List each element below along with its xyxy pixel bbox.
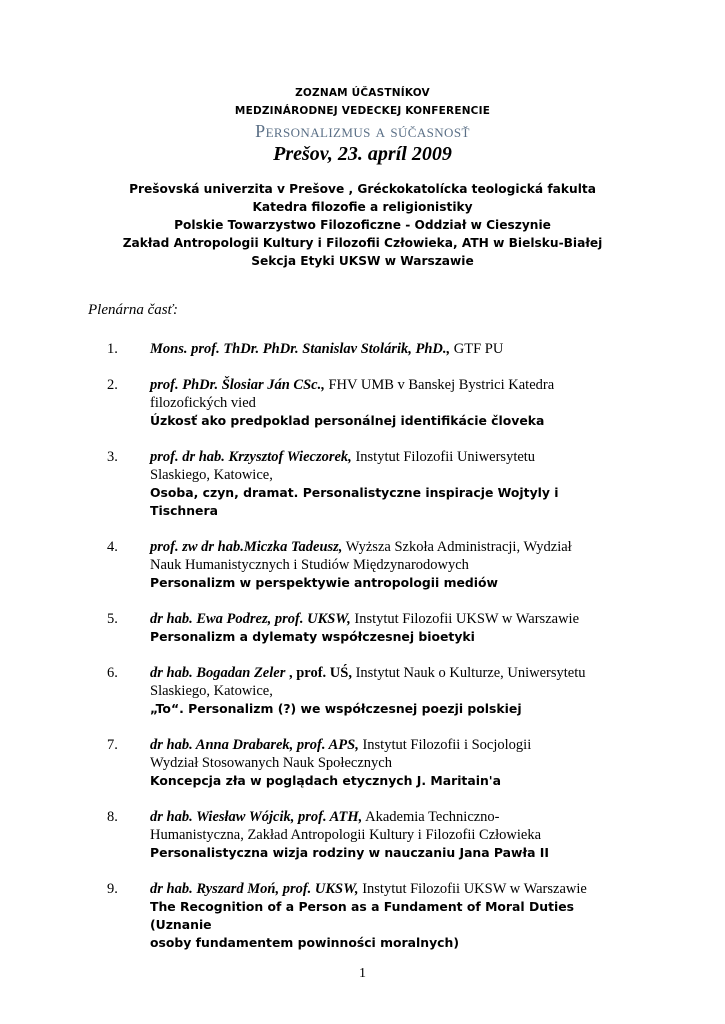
participant-name: dr hab. Ewa Podrez, prof. UKSW, (150, 611, 351, 627)
participant-name: prof. zw dr hab.Miczka Tadeusz, (150, 539, 343, 555)
talk-title: The Recognition of a Person as a Fundament of Moral Duties (Uznanie (150, 899, 575, 932)
item-number: 9. (107, 881, 118, 897)
conference-title: Personalizmus a súčasnosť (255, 121, 470, 141)
participant-item (0, 610, 725, 646)
participant-item (0, 448, 725, 520)
organizer-line: Zakład Antropologii Kultury i Filozofii Człowieka, ATH w Bielsku-Białej (122, 236, 603, 250)
header-line-1: ZOZNAM ÚČASTNÍKOV (295, 87, 430, 99)
participant-item (0, 736, 725, 790)
item-number: 6. (107, 665, 118, 681)
talk-title: Úzkosť ako predpoklad personálnej identifikácie človeka (150, 413, 545, 428)
talk-title: Koncepcja zła w poglądach etycznych J. Maritain'a (150, 773, 501, 788)
participant-affiliation: Instytut Filozofii UKSW w Warszawie (350, 611, 580, 627)
item-number: 7. (107, 737, 118, 753)
talk-title-cont: osoby fundamentem powinności moralnych) (150, 935, 459, 950)
header-line-2: MEDZINÁRODNEJ VEDECKEJ KONFERENCIE (234, 105, 491, 117)
participant-affiliation: GTF PU (450, 341, 504, 357)
participant-name: prof. PhDr. Šlosiar Ján CSc., (150, 377, 325, 393)
item-number: 5. (107, 611, 118, 627)
organizer-line: Katedra filozofie a religionistiky (252, 200, 473, 214)
participant-name: prof. dr hab. Krzysztof Wieczorek, (150, 449, 352, 465)
item-number: 4. (107, 539, 118, 555)
participant-item (0, 538, 725, 592)
talk-title: Personalistyczna wizja rodziny w nauczaniu Jana Pawła II (150, 845, 549, 860)
participant-name: dr hab. Anna Drabarek, prof. APS, (150, 737, 359, 753)
participant-affiliation: Wyższa Szkoła Administracji, Wydział (342, 539, 572, 555)
participant-item (0, 376, 725, 430)
section-title: Plenárna časť: (88, 302, 179, 318)
document-header (0, 84, 725, 166)
participant-affiliation: Instytut Nauk o Kulturze, Uniwersytetu (351, 665, 586, 681)
talk-title: „To“. Personalizm (?) we współczesnej poezji polskiej (150, 701, 522, 716)
participant-name: Mons. prof. ThDr. PhDr. Stanislav Stolárik, PhD., (150, 341, 451, 357)
participant-affiliation: Instytut Filozofii i Socjologii (358, 737, 532, 753)
participant-affiliation-cont: Slaskiego, Katowice, (150, 467, 273, 483)
participant-item (0, 808, 725, 862)
talk-title: Personalizm w perspektywie antropologii mediów (150, 575, 498, 590)
participant-affiliation-cont: filozofických vied (150, 395, 256, 411)
participant-item (0, 340, 725, 358)
participant-affiliation-cont: Wydział Stosowanych Nauk Społecznych (150, 755, 392, 771)
participant-affiliation-cont: Slaskiego, Katowice, (150, 683, 273, 699)
participant-list (0, 340, 725, 970)
talk-title: Personalizm a dylematy współczesnej bioetyki (150, 629, 475, 644)
organizers-block (0, 180, 725, 270)
item-number: 1. (107, 341, 118, 357)
item-number: 2. (107, 377, 118, 393)
participant-name: dr hab. Bogadan Zeler (150, 665, 286, 681)
page-number: 1 (359, 966, 366, 981)
item-number: 3. (107, 449, 118, 465)
organizer-line: Polskie Towarzystwo Filozoficzne - Oddział w Cieszynie (174, 218, 551, 232)
participant-affiliation: Instytut Filozofii UKSW w Warszawie (358, 881, 587, 897)
participant-affiliation-cont: Nauk Humanistycznych i Studiów Międzynarodowych (150, 557, 469, 573)
conference-date: Prešov, 23. apríl 2009 (273, 143, 452, 165)
participant-affiliation: Akademia Techniczno- (362, 809, 500, 825)
talk-title: Osoba, czyn, dramat. Personalistyczne inspiracje Wojtyly i Tischnera (150, 485, 559, 518)
organizer-line: Sekcja Etyki UKSW w Warszawie (251, 254, 474, 268)
participant-affiliation: Instytut Filozofii Uniwersytetu (351, 449, 536, 465)
participant-item (0, 880, 725, 952)
item-number: 8. (107, 809, 118, 825)
participant-affiliation: FHV UMB v Banskej Bystrici Katedra (324, 377, 555, 393)
participant-name: dr hab. Ryszard Moń, prof. UKSW, (150, 881, 359, 897)
participant-name: dr hab. Wiesław Wójcik, prof. ATH, (150, 809, 363, 825)
participant-item (0, 664, 725, 718)
participant-rank: , prof. UŚ, (285, 665, 352, 681)
organizer-line: Prešovská univerzita v Prešove , Gréckokatolícka teologická fakulta (129, 182, 596, 196)
participant-affiliation-cont: Humanistyczna, Zakład Antropologii Kultury i Filozofii Człowieka (150, 827, 542, 843)
